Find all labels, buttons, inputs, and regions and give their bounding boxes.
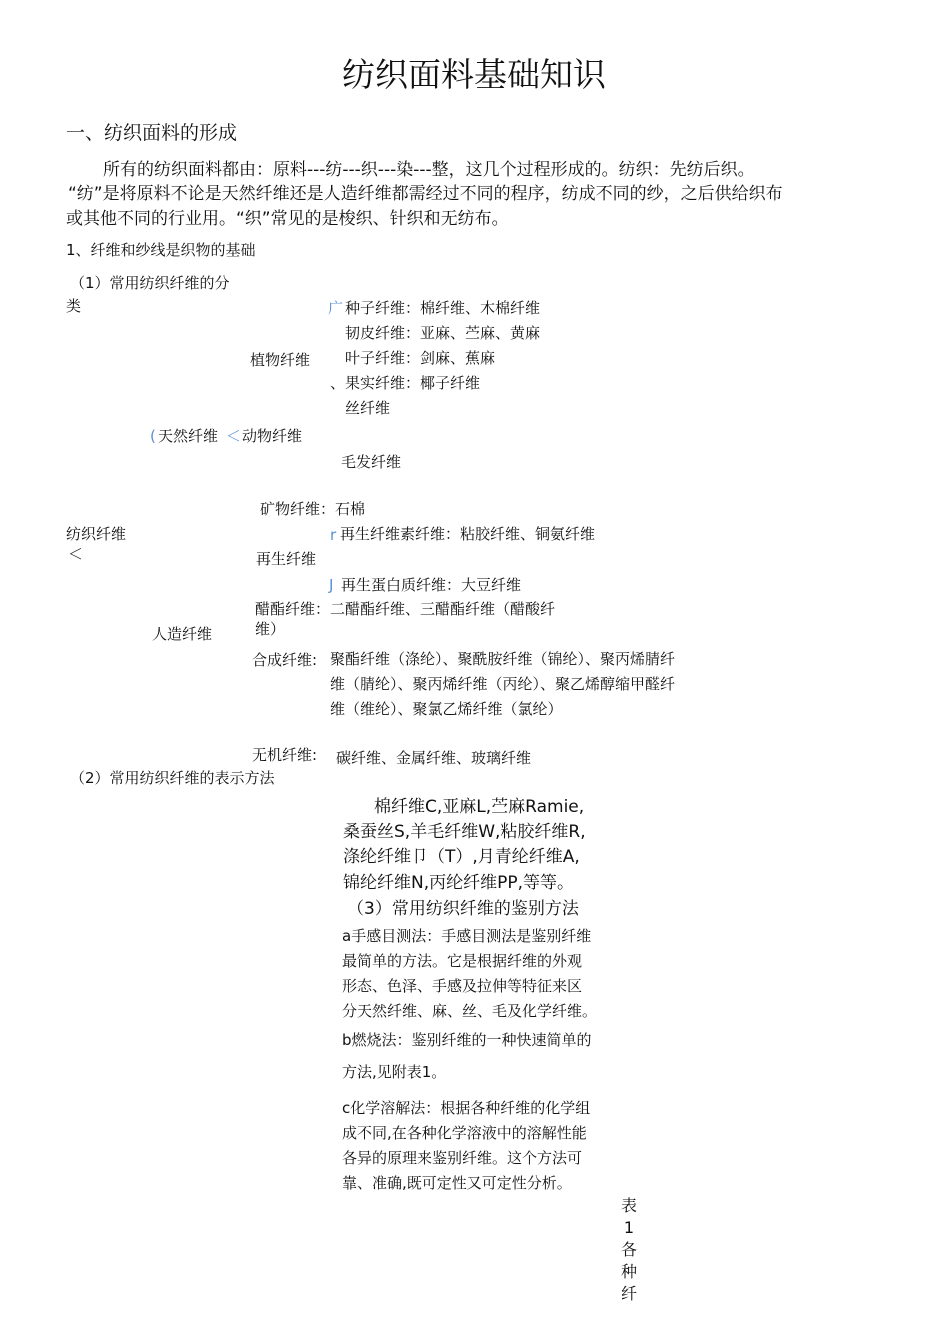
method-a-line: a手感目测法：手感目测法是鉴别纤维	[342, 927, 592, 945]
table-caption	[620, 1195, 638, 1305]
plant-fiber: 植物纤维	[250, 351, 311, 369]
method-b-line: 方法,见附表1。	[342, 1063, 447, 1081]
notation-line: 涤纶纤维卩（T）,月青纶纤维A,	[343, 847, 580, 867]
natural-fiber: 天然纤维	[158, 427, 219, 445]
mineral-fiber: 矿物纤维：石棉	[260, 500, 366, 518]
bracket-mark: ＜	[68, 545, 84, 563]
caption-char: 种	[620, 1262, 637, 1281]
section-heading: 一、纺织面料的形成	[66, 122, 238, 144]
hair-fiber: 毛发纤维	[341, 453, 402, 471]
method-c-line: 各异的原理来鉴别纤维。这个方法可	[342, 1149, 583, 1167]
method-c-line: 成不同,在各种化学溶液中的溶解性能	[342, 1124, 587, 1142]
inorganic-fiber-label: 无机纤维:	[252, 746, 318, 764]
animal-fiber: 动物纤维	[242, 427, 303, 445]
regenerated-fiber: 再生纤维	[256, 550, 317, 568]
identification-heading: （3）常用纺织纤维的鉴别方法	[347, 899, 579, 919]
method-a-line: 最简单的方法。它是根据纤维的外观	[342, 952, 583, 970]
synthetic-fiber-label: 合成纤维:	[252, 651, 318, 669]
inorganic-fiber: 碳纤维、金属纤维、玻璃纤维	[336, 749, 532, 767]
method-a-line: 分天然纤维、麻、丝、毛及化学纤维。	[342, 1002, 598, 1020]
synthetic-fiber-line: 维（腈纶）、聚丙烯纤维（丙纶）、聚乙烯醇缩甲醛纤	[330, 675, 676, 693]
regenerated-protein-fiber: 再生蛋白质纤维：大豆纤维	[341, 576, 522, 594]
method-b-line: b燃烧法：鉴别纤维的一种快速简单的	[342, 1031, 592, 1049]
caption-char: 1	[623, 1218, 635, 1237]
method-c-line: 靠、准确,既可定性又可定性分析。	[342, 1174, 572, 1192]
bracket-mark: (	[150, 427, 156, 445]
seed-fiber: 种子纤维：棉纤维、木棉纤维	[345, 299, 541, 317]
caption-char: 纤	[620, 1284, 637, 1303]
page-title: 纺织面料基础知识	[342, 55, 606, 94]
acetate-fiber: 醋酯纤维：二醋酯纤维、三醋酯纤维（醋酸纤	[255, 600, 556, 618]
silk-fiber: 丝纤维	[345, 399, 391, 417]
notation-line: 棉纤维C,亚麻L,苎麻Ramie,	[374, 797, 585, 817]
synthetic-fiber-line: 维（维纶）、聚氯乙烯纤维（氯纶）	[330, 700, 563, 718]
subsection-heading: 1、纤维和纱线是织物的基础	[66, 241, 256, 259]
notation-heading: （2）常用纺织纤维的表示方法	[70, 769, 275, 787]
fruit-fiber: 、果实纤维：椰子纤维	[330, 374, 481, 392]
paragraph-line: 所有的纺织面料都由：原料---纺---织---染---整，这几个过程形成的。纺织：先纺后织。	[103, 160, 755, 180]
textile-fiber: 纺织纤维	[66, 525, 127, 543]
bracket-mark: 广	[328, 299, 344, 317]
leaf-fiber: 叶子纤维：剑麻、蕉麻	[345, 349, 496, 367]
method-c-line: c化学溶解法：根据各种纤维的化学组	[342, 1099, 591, 1117]
bast-fiber: 韧皮纤维：亚麻、苎麻、黄麻	[345, 324, 541, 342]
method-a-line: 形态、色泽、手感及拉伸等特征来区	[342, 977, 583, 995]
paragraph-line: 或其他不同的行业用。“织”常见的是梭织、针织和无纺布。	[66, 209, 509, 229]
classification-heading: （1）常用纺织纤维的分	[70, 274, 230, 292]
bracket-mark: J	[329, 576, 334, 594]
regenerated-cellulose-fiber: 再生纤维素纤维：粘胶纤维、铜氨纤维	[340, 525, 596, 543]
acetate-fiber-cont: 维）	[255, 620, 286, 638]
caption-char: 表	[620, 1196, 637, 1215]
classification-heading-cont: 类	[66, 297, 82, 315]
manmade-fiber: 人造纤维	[152, 625, 213, 643]
notation-line: 锦纶纤维N,丙纶纤维PP,等等。	[343, 873, 575, 893]
synthetic-fiber-line: 聚酯纤维（涤纶）、聚酰胺纤维（锦纶）、聚丙烯腈纤	[330, 650, 676, 668]
bracket-mark: ＜	[226, 427, 242, 445]
caption-char: 各	[620, 1240, 637, 1259]
paragraph-line: “纺”是将原料不论是天然纤维还是人造纤维都需经过不同的程序，纺成不同的纱，之后供给织布	[68, 184, 783, 204]
notation-line: 桑蚕丝S,羊毛纤维W,粘胶纤维R,	[343, 822, 586, 842]
bracket-mark: r	[330, 526, 337, 544]
